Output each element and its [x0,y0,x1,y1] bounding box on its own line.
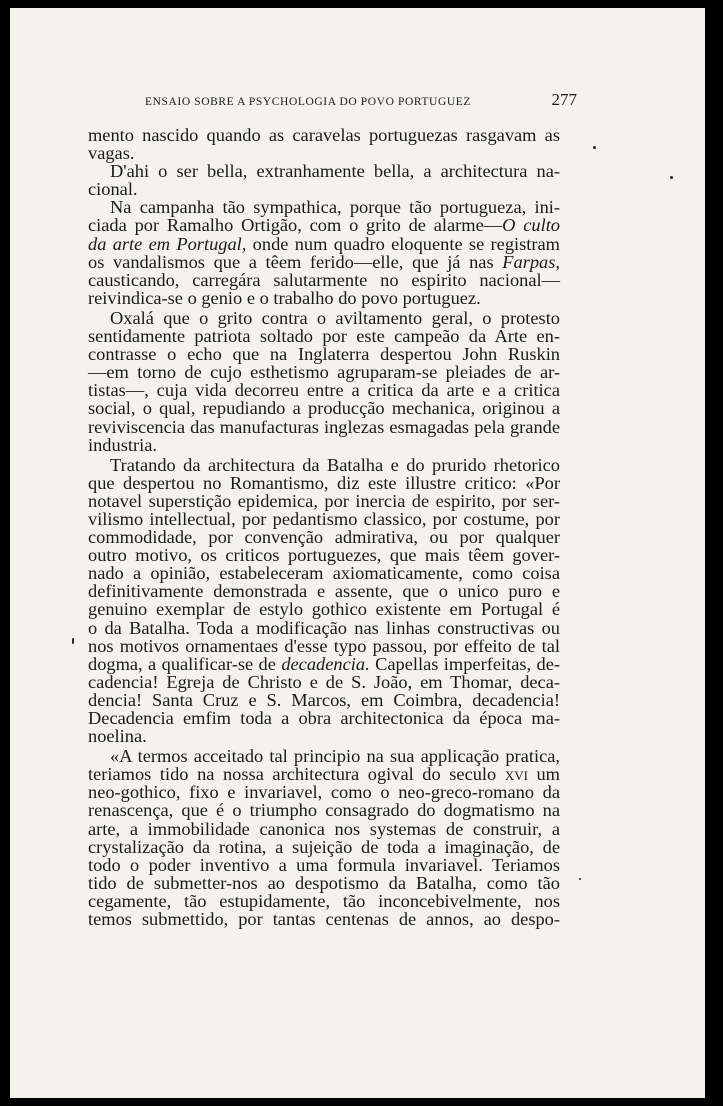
paper-speck [670,176,673,179]
text-line: notavel superstição epidemica, por inercia de espirito, por ser- [88,490,560,511]
text-line: cional. [88,179,138,200]
text-line: Decadencia emfim toda a obra architectonica da época ma- [88,708,560,728]
text-line: social, o qual, repudiando a producção mechanica, originou a [88,398,560,419]
text-line: temos submettido, por tantas centenas de annos, ao despo- [88,909,560,930]
text-line: cadencia! Egreja de Christo e de S. João, em Thomar, deca- [88,671,560,692]
text-line [88,253,560,271]
paper-speck [72,638,74,644]
text-line: sentidamente patriota soltado por este campeão da Arte en- [88,326,560,347]
text-line: —em torno de cujo esthetismo agruparam-se pleiades de ar- [88,362,560,383]
text-line [88,235,560,253]
book-page [10,8,705,1098]
text-span: dogma, a qualificar-se de [88,653,282,674]
text-line: vagas. [88,143,135,164]
text-line: neo-gothico, fixo e invariavel, como o neo-greco-romano da [88,782,560,803]
text-line: causticando, carregára salutarmente no espirito nacional— [88,269,560,290]
text-line: crystalização da rotina, a sujeição de toda a imaginação, de [88,836,560,857]
text-line [88,216,560,234]
text-line [88,765,560,783]
text-line: cegamente, tão estupidamente, tão inconcebivelmente, nos [88,890,560,911]
text-line: nado a opinião, estabeleceram axiomaticamente, como coisa [88,563,560,584]
text-line: Tratando da architectura da Batalha e do prurido rhetorico [110,454,560,475]
text-line [88,655,560,673]
text-line: reviviscencia das manufacturas inglezas esmagadas pela grande [88,416,560,437]
text-line: genuino exemplar de estylo gothico existente em Portugal é [88,599,560,620]
text-span: Capellas imperfeitas, de- [369,653,561,674]
italic-title: O culto [502,215,560,236]
text-line: arte, a immobilidade canonica nos systemas de construir, a [88,818,560,839]
text-span: teriamos tido na nossa architectura ogival do seculo [88,764,505,785]
text-line: noelina. [88,726,147,747]
page-header [145,90,577,112]
text-line: tido de submetter-nos ao despotismo da Batalha, como tão [88,872,560,893]
text-line: «A termos acceitado tal principio na sua applicação pratica, [110,746,560,767]
running-title: ENSAIO SOBRE A PSYCHOLOGIA DO POVO PORTUGUEZ [145,96,472,108]
text-line: tistas—, cuja vida decorreu entre a critica da arte e a critica [88,380,560,401]
text-line: mento nascido quando as caravelas portuguezas rasgavam as [88,125,560,145]
text-line: contrasse o echo que na Inglaterra despertou John Ruskin [88,344,560,365]
page-number: 277 [551,90,577,109]
century-numeral: xvi [504,764,528,785]
text-line: industria. [88,434,157,455]
text-line: Na campanha tão sympathica, porque tão portugueza, ini- [110,197,560,218]
text-line: vilismo intellectual, por pedantismo classico, por costume, por [88,508,560,529]
text-span: os vandalismos que a têem ferido—elle, que já nas [88,251,503,272]
paper-speck [593,146,596,149]
text-line: todo o poder inventivo a uma formula invariavel. Teriamos [88,854,560,875]
text-line: o da Batalha. Toda a modificação nas linhas constructivas ou [88,617,560,638]
text-line: que despertou no Romantismo, diz este illustre critico: «Por [88,472,560,493]
text-line: D'ahi o ser bella, extranhamente bella, a architectura na- [110,161,560,182]
text-span: ciada por Ramalho Ortigão, com o grito de alarme— [88,215,503,236]
text-line: dencia! Santa Cruz e S. Marcos, em Coimbra, decadencia! [88,689,560,710]
text-line: nos motivos ornamentaes d'esse typo passou, por effeito de tal [88,635,560,656]
text-line: renascença, que é o triumpho consagrado do dogmatismo na [88,800,560,821]
body-text [88,126,560,928]
text-line: definitivamente demonstrada e assente, que o unico puro e [88,581,560,602]
text-span: onde num quadro eloquente se registram [246,233,560,254]
italic-title: Farpas, [502,251,560,272]
text-line: reivindica-se o genio e o trabalho do povo portuguez. [88,287,481,308]
text-line: Oxalá que o grito contra o aviltamento geral, o protesto [110,307,560,328]
paper-speck [579,878,581,880]
text-span: um [527,764,560,785]
text-line: outro motivo, os criticos portuguezes, que mais têem gover- [88,545,560,566]
italic-term: decadencia. [281,653,370,674]
text-line: commodidade, por convenção admirativa, ou por qualquer [88,527,560,548]
italic-title: da arte em Portugal, [88,233,247,254]
